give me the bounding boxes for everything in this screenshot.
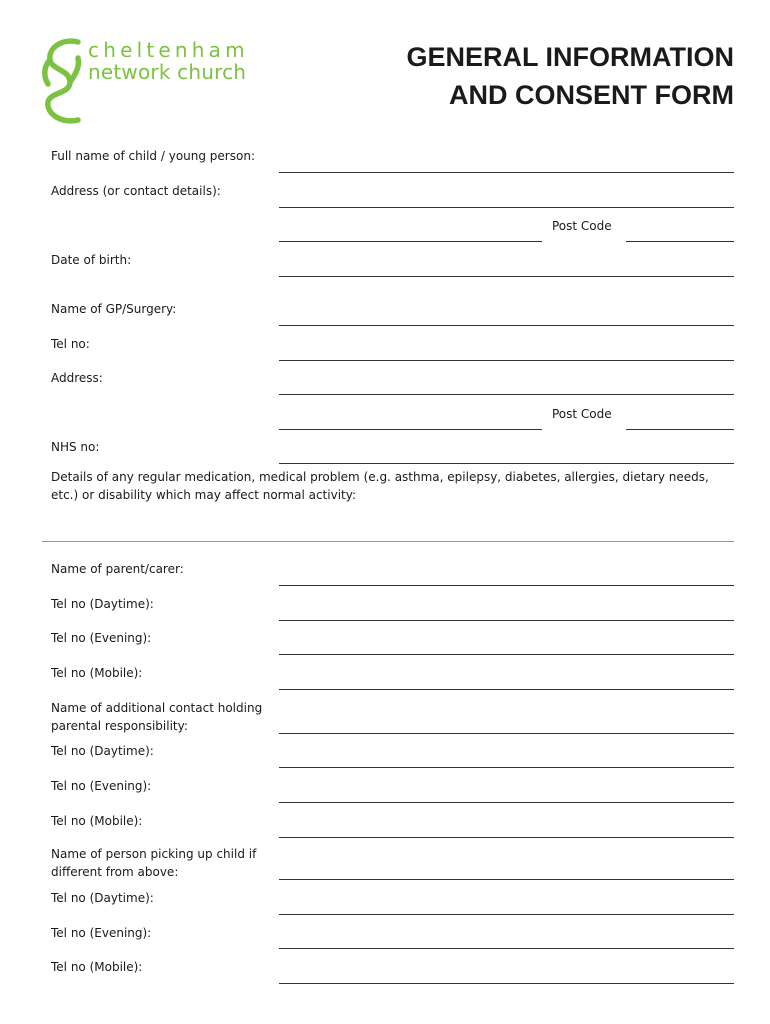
additional-contact-name-label: Name of additional contact holding parental responsibility: xyxy=(51,701,263,733)
gp-tel-label: Tel no: xyxy=(51,337,90,351)
gp-name-field[interactable] xyxy=(279,325,734,326)
pickup-tel-mobile-field[interactable] xyxy=(279,983,734,984)
pickup-tel-evening-label: Tel no (Evening): xyxy=(51,926,152,940)
pickup-tel-daytime-field[interactable] xyxy=(279,914,734,915)
title-line-2: AND CONSENT FORM xyxy=(449,80,734,110)
additional-tel-evening-label: Tel no (Evening): xyxy=(51,779,152,793)
pickup-tel-evening-field[interactable] xyxy=(279,948,734,949)
gp-tel-field[interactable] xyxy=(279,360,734,361)
pickup-person-name-label: Name of person picking up child if different from above: xyxy=(51,847,257,879)
additional-tel-evening-field[interactable] xyxy=(279,802,734,803)
gp-name-label: Name of GP/Surgery: xyxy=(51,302,177,316)
pickup-tel-daytime-label: Tel no (Daytime): xyxy=(51,891,154,905)
parent-tel-daytime-field[interactable] xyxy=(279,620,734,621)
gp-address-label: Address: xyxy=(51,371,103,385)
parent-tel-mobile-field[interactable] xyxy=(279,689,734,690)
additional-tel-mobile-field[interactable] xyxy=(279,837,734,838)
child-full-name-field[interactable] xyxy=(279,172,734,173)
gp-post-code-label: Post Code xyxy=(552,407,612,421)
nhs-no-field[interactable] xyxy=(279,463,734,464)
title-line-1: GENERAL INFORMATION xyxy=(406,42,734,72)
logo-text-cheltenham: cheltenham xyxy=(88,38,249,62)
logo-text-network-church: network church xyxy=(88,60,247,84)
additional-tel-daytime-field[interactable] xyxy=(279,767,734,768)
medical-details-field[interactable] xyxy=(42,541,734,542)
church-logo xyxy=(40,36,280,128)
pickup-person-name-field[interactable] xyxy=(279,879,734,880)
parent-tel-mobile-label: Tel no (Mobile): xyxy=(51,666,143,680)
parent-name-label: Name of parent/carer: xyxy=(51,562,184,576)
parent-tel-evening-field[interactable] xyxy=(279,654,734,655)
child-post-code-field[interactable] xyxy=(626,241,734,242)
parent-name-field[interactable] xyxy=(279,585,734,586)
cnc-monogram-icon xyxy=(40,36,86,128)
child-dob-field[interactable] xyxy=(279,276,734,277)
child-address-field[interactable] xyxy=(279,207,734,208)
nhs-no-label: NHS no: xyxy=(51,440,100,454)
child-address-line-2-field[interactable] xyxy=(279,241,542,242)
gp-post-code-field[interactable] xyxy=(626,429,734,430)
additional-contact-name-field[interactable] xyxy=(279,733,734,734)
additional-tel-daytime-label: Tel no (Daytime): xyxy=(51,744,154,758)
child-address-label: Address (or contact details): xyxy=(51,184,221,198)
child-full-name-label: Full name of child / young person: xyxy=(51,149,255,163)
medical-details-label: Details of any regular medication, medical problem (e.g. asthma, epilepsy, diabetes, allergies, dietary needs, etc.) or disability which may affect normal activity: xyxy=(51,470,709,502)
additional-tel-mobile-label: Tel no (Mobile): xyxy=(51,814,143,828)
gp-address-line-2-field[interactable] xyxy=(279,429,542,430)
page-title xyxy=(407,38,735,114)
gp-address-field[interactable] xyxy=(279,394,734,395)
parent-tel-evening-label: Tel no (Evening): xyxy=(51,631,152,645)
child-post-code-label: Post Code xyxy=(552,219,612,233)
parent-tel-daytime-label: Tel no (Daytime): xyxy=(51,597,154,611)
pickup-tel-mobile-label: Tel no (Mobile): xyxy=(51,960,143,974)
child-dob-label: Date of birth: xyxy=(51,253,132,267)
